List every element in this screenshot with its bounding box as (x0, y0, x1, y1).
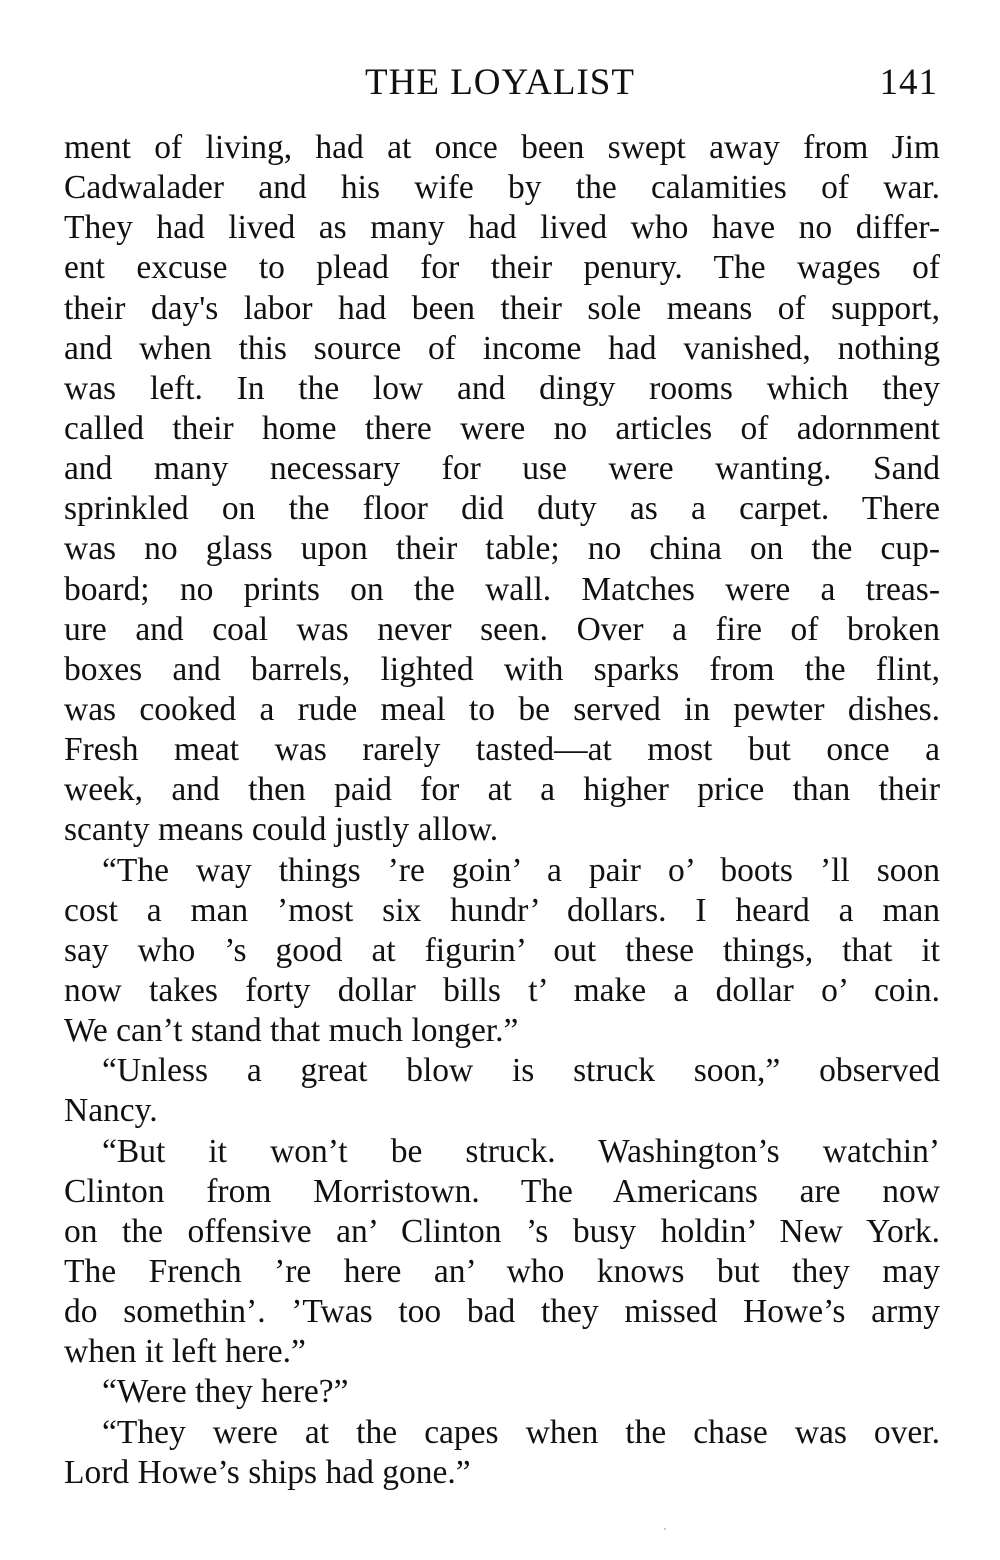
text-line: was no glass upon their table; no china on the cup- (64, 530, 940, 568)
text-line: Nancy. (64, 1092, 158, 1130)
text-line: called their home there were no articles of adornment (64, 409, 940, 447)
text-line: The French ’re here an’ who knows but they may (64, 1252, 940, 1290)
text-line: and when this source of income had vanished, nothing (64, 329, 940, 367)
text-line: week, and then paid for at a higher price than their (64, 771, 940, 809)
text-line: their day's labor had been their sole means of support, (64, 289, 940, 327)
text-line: was left. In the low and dingy rooms which they (64, 369, 940, 407)
text-line: cost a man ’most six hundr’ dollars. I heard a man (64, 891, 940, 929)
text-line: now takes forty dollar bills t’ make a dollar o’ coin. (64, 971, 940, 1009)
text-line: Fresh meat was rarely tasted—at most but once a (64, 731, 940, 769)
text-line: They had lived as many had lived who have no differ- (64, 209, 940, 247)
text-line: “The way things ’re goin’ a pair o’ boots ’ll soon (102, 851, 940, 889)
text-line: when it left here.” (64, 1333, 306, 1371)
text-line: ent excuse to plead for their penury. The wages of (64, 249, 940, 287)
text-line: was cooked a rude meal to be served in pewter dishes. (64, 690, 940, 728)
text-line: “Unless a great blow is struck soon,” observed (102, 1052, 940, 1090)
text-line: on the offensive an’ Clinton ’s busy holdin’ New York. (64, 1212, 940, 1250)
running-head (0, 58, 1000, 108)
running-title: THE LOYALIST (365, 62, 635, 103)
text-line: say who ’s good at figurin’ out these things, that it (64, 931, 940, 969)
text-line: and many necessary for use were wanting. Sand (64, 450, 940, 488)
text-line: Cadwalader and his wife by the calamities of war. (64, 169, 940, 207)
text-line: “Were they here?” (102, 1373, 349, 1411)
text-line: sprinkled on the floor did duty as a carpet. There (64, 490, 940, 528)
text-line: scanty means could justly allow. (64, 811, 499, 849)
text-line: board; no prints on the wall. Matches were a treas- (64, 570, 940, 608)
text-line: Lord Howe’s ships had gone.” (64, 1453, 471, 1491)
text-line: “But it won’t be struck. Washington’s watchin’ (102, 1132, 940, 1170)
page-number: 141 (879, 62, 938, 103)
text-line: boxes and barrels, lighted with sparks from the flint, (64, 650, 940, 688)
text-line: We can’t stand that much longer.” (64, 1012, 519, 1050)
text-line: do somethin’. ’Twas too bad they missed Howe’s army (64, 1293, 940, 1331)
body-text (64, 128, 940, 1493)
text-line: ure and coal was never seen. Over a fire of broken (64, 610, 940, 648)
text-line: ment of living, had at once been swept away from Jim (64, 129, 940, 166)
paper-speck (664, 1528, 666, 1530)
text-line: Clinton from Morristown. The Americans are now (64, 1172, 940, 1210)
text-line: “They were at the capes when the chase was over. (102, 1413, 940, 1451)
